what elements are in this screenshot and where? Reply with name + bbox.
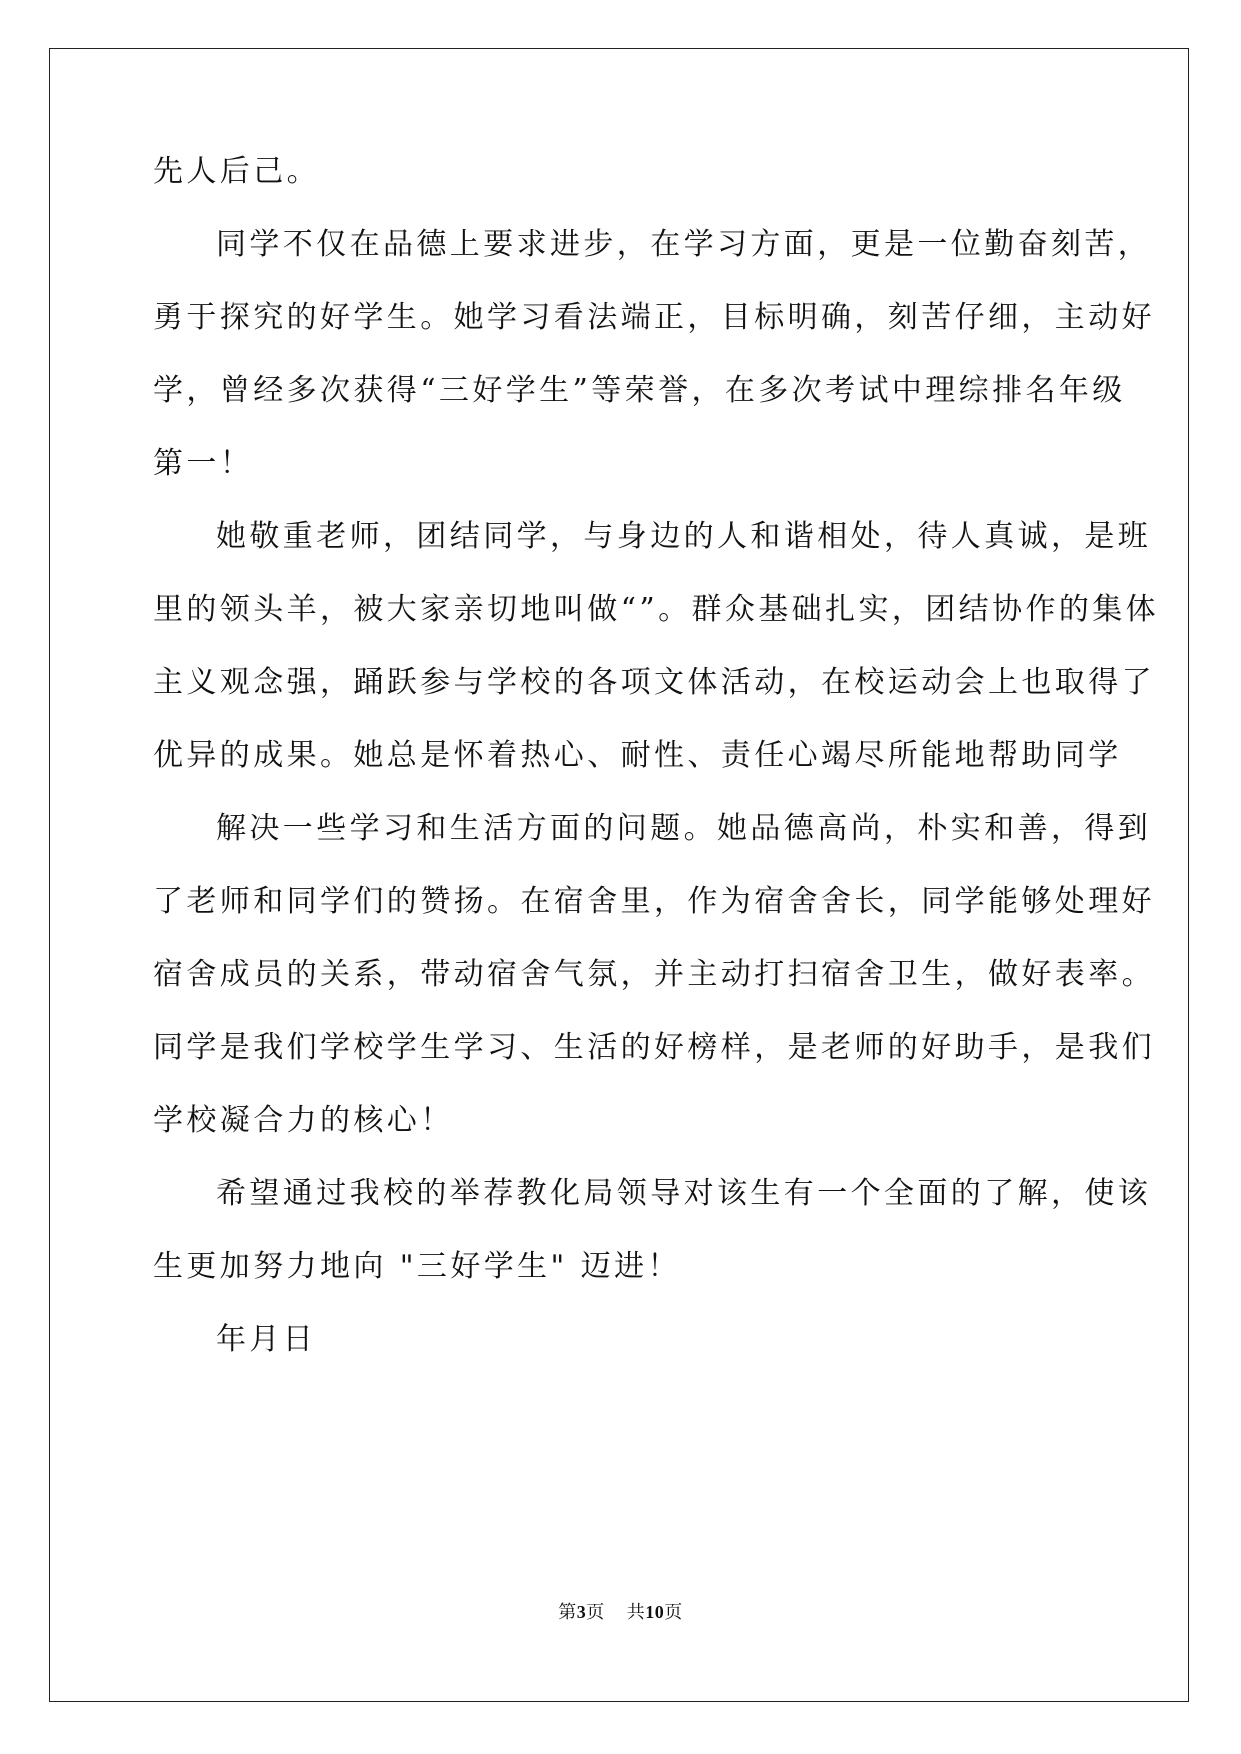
text-line: 勇于探究的好学生。她学习看法端正，目标明确，刻苦仔细，主动好 xyxy=(153,300,1155,335)
paragraph-start-line: 同学不仅在品德上要求进步，在学习方面，更是一位勤奋刻苦， xyxy=(216,227,1152,262)
text-line: 了老师和同学们的赞扬。在宿舍里，作为宿舍舍长，同学能够处理好 xyxy=(153,884,1155,919)
text-line: 学校凝合力的核心！ xyxy=(153,1103,454,1138)
text-line: 先人后己。 xyxy=(153,154,320,189)
text-line: 第一！ xyxy=(153,446,254,481)
paragraph-start-line: 解决一些学习和生活方面的问题。她品德高尚，朴实和善，得到 xyxy=(216,811,1152,846)
text-line: 生更加努力地向 "三好学生" 迈进！ xyxy=(153,1249,681,1284)
text-line: 优异的成果。她总是怀着热心、耐性、责任心竭尽所能地帮助同学 xyxy=(153,738,1122,773)
text-line: 主义观念强，踊跃参与学校的各项文体活动，在校运动会上也取得了 xyxy=(153,665,1155,700)
text-line: 里的领头羊，被大家亲切地叫做“”。群众基础扎实，团结协作的集体 xyxy=(153,592,1160,627)
total-suffix: 页 xyxy=(664,1602,683,1623)
text-line: 宿舍成员的关系，带动宿舍气氛，并主动打扫宿舍卫生，做好表率。 xyxy=(153,957,1155,992)
paragraph-start-line: 希望通过我校的举荐教化局领导对该生有一个全面的了解，使该 xyxy=(216,1176,1152,1211)
page-footer xyxy=(0,1600,1241,1625)
total-pages: 10 xyxy=(645,1602,665,1622)
page-suffix: 页 xyxy=(586,1602,605,1623)
paragraph-start-line: 她敬重老师，团结同学，与身边的人和谐相处，待人真诚，是班 xyxy=(216,519,1152,554)
page-number: 3 xyxy=(576,1602,587,1622)
date-line: 年月日 xyxy=(216,1322,317,1357)
text-line: 同学是我们学校学生学习、生活的好榜样，是老师的好助手，是我们 xyxy=(153,1030,1155,1065)
text-line: 学，曾经多次获得“三好学生”等荣誉，在多次考试中理综排名年级 xyxy=(153,373,1126,408)
total-prefix: 共 xyxy=(626,1602,646,1623)
page-prefix: 第 xyxy=(558,1602,577,1623)
